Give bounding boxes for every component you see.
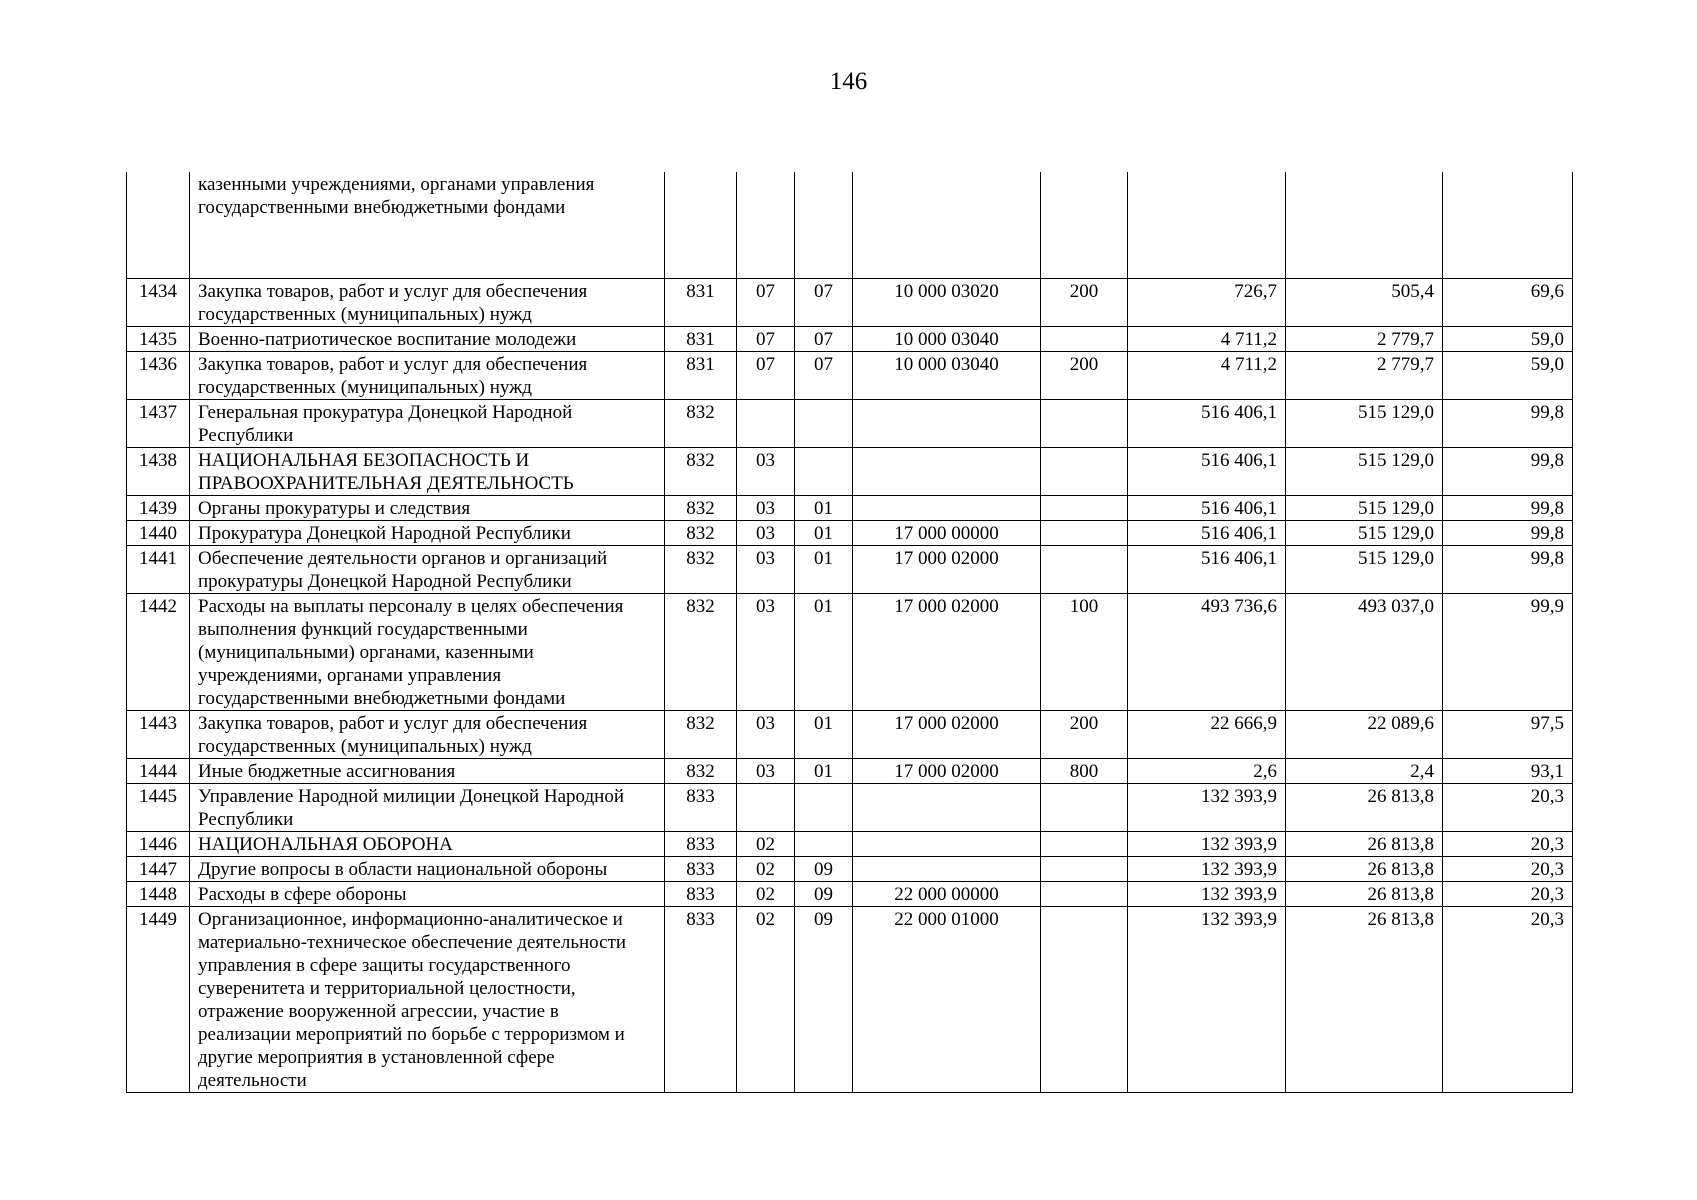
cell-num: 1436	[127, 352, 190, 400]
cell-vr: 100	[1041, 594, 1128, 711]
table-row	[127, 496, 1573, 521]
cell-description: Генеральная прокуратура Донецкой Народной Республики	[190, 400, 665, 448]
cell-ved: 833	[665, 784, 737, 832]
cell-rz: 03	[737, 521, 795, 546]
table-row	[127, 784, 1573, 832]
cell-plan: 132 393,9	[1128, 784, 1286, 832]
cell-pct: 99,8	[1443, 521, 1573, 546]
cell-pct: 99,8	[1443, 448, 1573, 496]
cell-vr: 200	[1041, 279, 1128, 327]
cell-description: Военно-патриотическое воспитание молодежи	[190, 327, 665, 352]
cell-rz: 03	[737, 711, 795, 759]
cell-exec: 2 779,7	[1286, 327, 1443, 352]
cell-pr: 09	[795, 882, 853, 907]
budget-table	[126, 172, 1573, 1093]
cell-csr	[853, 172, 1041, 279]
table-row	[127, 711, 1573, 759]
cell-exec: 515 129,0	[1286, 521, 1443, 546]
cell-ved: 832	[665, 448, 737, 496]
cell-plan: 516 406,1	[1128, 448, 1286, 496]
cell-plan: 493 736,6	[1128, 594, 1286, 711]
cell-rz: 03	[737, 496, 795, 521]
cell-plan: 22 666,9	[1128, 711, 1286, 759]
cell-num: 1434	[127, 279, 190, 327]
cell-plan: 516 406,1	[1128, 546, 1286, 594]
cell-pct: 69,6	[1443, 279, 1573, 327]
table-body	[127, 172, 1573, 1093]
cell-description: Управление Народной милиции Донецкой Народной Республики	[190, 784, 665, 832]
table-row	[127, 352, 1573, 400]
cell-csr	[853, 857, 1041, 882]
cell-csr: 10 000 03020	[853, 279, 1041, 327]
cell-pr	[795, 400, 853, 448]
cell-rz	[737, 784, 795, 832]
cell-pct: 59,0	[1443, 327, 1573, 352]
cell-rz: 02	[737, 907, 795, 1093]
cell-pct: 99,9	[1443, 594, 1573, 711]
cell-pct: 20,3	[1443, 832, 1573, 857]
cell-description: Обеспечение деятельности органов и организаций прокуратуры Донецкой Народной Республики	[190, 546, 665, 594]
cell-vr: 200	[1041, 711, 1128, 759]
cell-csr: 17 000 00000	[853, 521, 1041, 546]
cell-pct: 99,8	[1443, 496, 1573, 521]
cell-csr: 17 000 02000	[853, 711, 1041, 759]
cell-exec: 26 813,8	[1286, 784, 1443, 832]
cell-exec: 505,4	[1286, 279, 1443, 327]
cell-description: казенными учреждениями, органами управления государственными внебюджетными фондами	[190, 172, 665, 279]
cell-plan	[1128, 172, 1286, 279]
cell-rz: 03	[737, 759, 795, 784]
cell-pct: 99,8	[1443, 400, 1573, 448]
cell-exec: 2,4	[1286, 759, 1443, 784]
table-row	[127, 279, 1573, 327]
cell-num: 1447	[127, 857, 190, 882]
cell-ved: 832	[665, 521, 737, 546]
cell-csr	[853, 448, 1041, 496]
cell-rz: 07	[737, 327, 795, 352]
cell-ved: 832	[665, 759, 737, 784]
page-number: 146	[829, 68, 868, 95]
cell-exec: 26 813,8	[1286, 907, 1443, 1093]
table-row	[127, 521, 1573, 546]
table-row	[127, 907, 1573, 1093]
cell-num: 1435	[127, 327, 190, 352]
cell-pr	[795, 832, 853, 857]
cell-plan: 132 393,9	[1128, 882, 1286, 907]
cell-rz: 07	[737, 352, 795, 400]
cell-csr: 10 000 03040	[853, 352, 1041, 400]
cell-pct: 20,3	[1443, 882, 1573, 907]
cell-pr: 01	[795, 521, 853, 546]
cell-num: 1440	[127, 521, 190, 546]
table-row	[127, 546, 1573, 594]
cell-description: Организационное, информационно-аналитическое и материально-техническое обеспечение деятельности управления в сфере защиты государственного суверенитета и территориальной целостности, отражение вооруженной агрессии, участие в реализации мероприятий по борьбе с терроризмом и другие мероприятия в установленной сфере деятельности	[190, 907, 665, 1093]
cell-pct	[1443, 172, 1573, 279]
cell-rz	[737, 172, 795, 279]
cell-ved: 831	[665, 279, 737, 327]
cell-description: НАЦИОНАЛЬНАЯ БЕЗОПАСНОСТЬ И ПРАВООХРАНИТЕЛЬНАЯ ДЕЯТЕЛЬНОСТЬ	[190, 448, 665, 496]
cell-vr	[1041, 496, 1128, 521]
cell-description: Расходы в сфере обороны	[190, 882, 665, 907]
table-row	[127, 594, 1573, 711]
cell-num: 1443	[127, 711, 190, 759]
cell-exec: 493 037,0	[1286, 594, 1443, 711]
cell-ved: 832	[665, 594, 737, 711]
cell-description: НАЦИОНАЛЬНАЯ ОБОРОНА	[190, 832, 665, 857]
cell-rz: 03	[737, 594, 795, 711]
continued-row	[127, 172, 1573, 279]
cell-vr	[1041, 327, 1128, 352]
cell-num: 1444	[127, 759, 190, 784]
cell-rz: 02	[737, 857, 795, 882]
cell-csr	[853, 496, 1041, 521]
cell-csr: 17 000 02000	[853, 759, 1041, 784]
table-row	[127, 882, 1573, 907]
cell-num	[127, 172, 190, 279]
table-row	[127, 448, 1573, 496]
cell-exec: 26 813,8	[1286, 832, 1443, 857]
cell-pr	[795, 172, 853, 279]
cell-pct: 99,8	[1443, 546, 1573, 594]
cell-ved: 832	[665, 400, 737, 448]
cell-csr	[853, 832, 1041, 857]
cell-rz	[737, 400, 795, 448]
cell-description: Закупка товаров, работ и услуг для обеспечения государственных (муниципальных) нужд	[190, 352, 665, 400]
cell-exec: 22 089,6	[1286, 711, 1443, 759]
cell-num: 1448	[127, 882, 190, 907]
cell-pct: 59,0	[1443, 352, 1573, 400]
cell-ved: 833	[665, 907, 737, 1093]
cell-pct: 20,3	[1443, 857, 1573, 882]
cell-rz: 07	[737, 279, 795, 327]
cell-description: Закупка товаров, работ и услуг для обеспечения государственных (муниципальных) нужд	[190, 279, 665, 327]
cell-ved: 833	[665, 882, 737, 907]
cell-exec: 26 813,8	[1286, 882, 1443, 907]
table-row	[127, 400, 1573, 448]
cell-plan: 726,7	[1128, 279, 1286, 327]
cell-pct: 97,5	[1443, 711, 1573, 759]
cell-description: Органы прокуратуры и следствия	[190, 496, 665, 521]
cell-description: Иные бюджетные ассигнования	[190, 759, 665, 784]
cell-description: Другие вопросы в области национальной обороны	[190, 857, 665, 882]
cell-ved: 831	[665, 352, 737, 400]
cell-num: 1439	[127, 496, 190, 521]
cell-vr	[1041, 400, 1128, 448]
cell-description: Расходы на выплаты персоналу в целях обеспечения выполнения функций государственными (муниципальными) органами, казенными учреждениями, органами управления государственными внебюджетными фондами	[190, 594, 665, 711]
cell-pr: 01	[795, 711, 853, 759]
cell-num: 1442	[127, 594, 190, 711]
cell-csr: 10 000 03040	[853, 327, 1041, 352]
cell-plan: 2,6	[1128, 759, 1286, 784]
cell-plan: 132 393,9	[1128, 857, 1286, 882]
cell-vr	[1041, 521, 1128, 546]
cell-ved: 832	[665, 496, 737, 521]
cell-num: 1437	[127, 400, 190, 448]
cell-plan: 4 711,2	[1128, 352, 1286, 400]
cell-vr	[1041, 546, 1128, 594]
cell-exec: 2 779,7	[1286, 352, 1443, 400]
cell-vr: 800	[1041, 759, 1128, 784]
cell-rz: 02	[737, 882, 795, 907]
cell-pr: 01	[795, 759, 853, 784]
cell-csr: 17 000 02000	[853, 594, 1041, 711]
cell-vr	[1041, 784, 1128, 832]
cell-pct: 20,3	[1443, 784, 1573, 832]
cell-exec: 515 129,0	[1286, 448, 1443, 496]
cell-vr	[1041, 907, 1128, 1093]
cell-rz: 03	[737, 546, 795, 594]
cell-vr	[1041, 882, 1128, 907]
cell-pr: 07	[795, 279, 853, 327]
cell-pr: 07	[795, 327, 853, 352]
table-row	[127, 759, 1573, 784]
cell-description: Прокуратура Донецкой Народной Республики	[190, 521, 665, 546]
cell-num: 1449	[127, 907, 190, 1093]
cell-ved	[665, 172, 737, 279]
cell-pr: 09	[795, 907, 853, 1093]
table-row	[127, 832, 1573, 857]
cell-plan: 132 393,9	[1128, 832, 1286, 857]
cell-csr: 22 000 01000	[853, 907, 1041, 1093]
cell-num: 1446	[127, 832, 190, 857]
cell-vr	[1041, 172, 1128, 279]
cell-num: 1438	[127, 448, 190, 496]
cell-vr	[1041, 448, 1128, 496]
cell-ved: 832	[665, 546, 737, 594]
cell-vr: 200	[1041, 352, 1128, 400]
cell-pr: 01	[795, 594, 853, 711]
cell-ved: 833	[665, 857, 737, 882]
cell-plan: 516 406,1	[1128, 521, 1286, 546]
cell-ved: 831	[665, 327, 737, 352]
cell-rz: 03	[737, 448, 795, 496]
cell-pr: 01	[795, 546, 853, 594]
cell-rz: 02	[737, 832, 795, 857]
cell-plan: 4 711,2	[1128, 327, 1286, 352]
cell-csr: 17 000 02000	[853, 546, 1041, 594]
cell-ved: 832	[665, 711, 737, 759]
cell-ved: 833	[665, 832, 737, 857]
cell-plan: 516 406,1	[1128, 496, 1286, 521]
cell-pr: 01	[795, 496, 853, 521]
cell-csr	[853, 400, 1041, 448]
cell-pr	[795, 784, 853, 832]
cell-csr	[853, 784, 1041, 832]
cell-exec: 515 129,0	[1286, 546, 1443, 594]
table-row	[127, 857, 1573, 882]
cell-exec: 26 813,8	[1286, 857, 1443, 882]
cell-plan: 516 406,1	[1128, 400, 1286, 448]
cell-description: Закупка товаров, работ и услуг для обеспечения государственных (муниципальных) нужд	[190, 711, 665, 759]
cell-pr: 07	[795, 352, 853, 400]
cell-num: 1441	[127, 546, 190, 594]
cell-exec	[1286, 172, 1443, 279]
cell-plan: 132 393,9	[1128, 907, 1286, 1093]
cell-csr: 22 000 00000	[853, 882, 1041, 907]
cell-exec: 515 129,0	[1286, 400, 1443, 448]
cell-pr: 09	[795, 857, 853, 882]
table-row	[127, 327, 1573, 352]
cell-vr	[1041, 857, 1128, 882]
cell-num: 1445	[127, 784, 190, 832]
cell-exec: 515 129,0	[1286, 496, 1443, 521]
cell-pct: 93,1	[1443, 759, 1573, 784]
cell-pct: 20,3	[1443, 907, 1573, 1093]
cell-pr	[795, 448, 853, 496]
cell-vr	[1041, 832, 1128, 857]
